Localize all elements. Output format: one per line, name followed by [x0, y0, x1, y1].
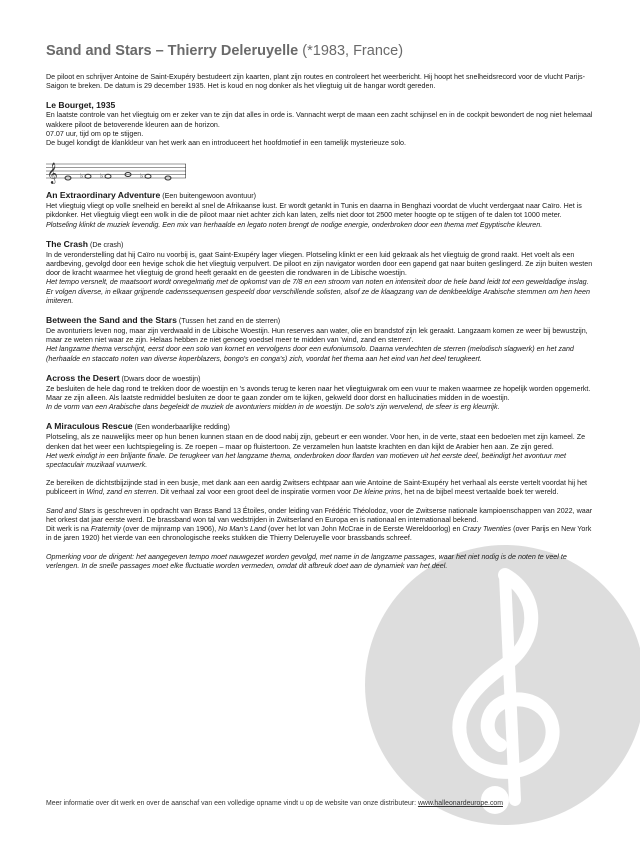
- section-text: Het vliegtuig vliegt op volle snelheid en bereikt al snel de Afrikaanse kust. Er wordt getankt in Tunis en daarna in Benghazi voordat de vlucht verdergaat naar Caïro. Het is pikdonker. Het vliegtuig vliegt een wolk in die de piloot maar niet achter zich kan laten, zelfs niet door tot 2500 meter hoogte op te stijgen of te dalen tot 1000 meter.: [46, 202, 582, 220]
- section-music-note: Plotseling klinkt de muziek levendig. Een mix van herhaalde en legato noten brengt de nodige energie, onderbroken door een thema met Egyptische kleuren.: [46, 220, 543, 229]
- footer: [46, 800, 606, 807]
- section-text: In de veronderstelling dat hij Caïro nu voorbij is, gaat Saint-Exupéry lager vliegen. Plotseling klinkt er een luid gekraak als het vliegtuig de grond raakt. Het voelt als een aardbeving, gevolgd door een hevige schok die het vliegtuig verpulvert. De piloot en zijn navigator worden door een gapend gat naar buiten geslingerd. Ze zijn buiten westen door de kracht waarmee het vliegtuig de grond heeft geraakt en de geesten die rondwaren in de Libische woestijn.: [46, 250, 593, 278]
- conductor-note: Opmerking voor de dirigent: het aangegeven tempo moet nauwgezet worden gevolgd, met name in de langzame passages, waar het niet nodig is de noten te veel te verlengen. In de snelle passages moet elke fluctuatie worden vermeden, omdat dit afbreuk doet aan de dynamiek van het deel.: [46, 552, 567, 570]
- section-music-note: In de vorm van een Arabische dans begeleidt de muziek de avonturiers midden in de woestijn. De solo's zijn wervelend, de sfeer is erg kleurrijk.: [46, 403, 500, 412]
- svg-text:𝄞: 𝄞: [47, 163, 58, 185]
- music-staff-icon: [46, 158, 186, 184]
- heading-text: The Crash: [46, 238, 89, 249]
- section-miraculous-rescue: [46, 421, 596, 470]
- heading-text: An Extraordinary Adventure: [46, 190, 161, 201]
- footer-text: Meer informatie over dit werk en over de aanschaf van een volledige opname vindt u op de website van onze distributeur:: [46, 800, 418, 807]
- title-main: Sand and Stars – Thierry Deleruyelle: [46, 43, 299, 59]
- section-heading: [46, 421, 596, 433]
- text-run: (over de mijnramp van 1906),: [121, 525, 219, 534]
- section-heading: [46, 239, 596, 251]
- section-music-note: Het langzame thema verschijnt, eerst door een solo van kornet en vervolgens door een eufoniumsolo. Daarna vervlechten de sterren (melodisch slagwerk) en het zand (herhaalde en staccato noten van diverse koperblazers, bongo's en conga's) zich, voordat het thema aan het eind van het deel terugkeert.: [46, 345, 574, 363]
- heading-subtitle: (Tussen het zand en de sterren): [176, 317, 281, 326]
- work-title: Sand and Stars: [46, 506, 96, 515]
- section-sand-and-stars: [46, 315, 596, 364]
- distributor-link[interactable]: www.halleonardeurope.com: [417, 800, 503, 807]
- heading-subtitle: (Dwars door de woestijn): [119, 374, 201, 383]
- heading-text: Between the Sand and the Stars: [46, 315, 177, 326]
- section-line: 07.07 uur, tijd om op te stijgen.: [46, 129, 144, 138]
- section-text: Plotseling, als ze nauwelijks meer op hun benen kunnen staan en de dood nabij zijn, gebeurt er een wonder. Voor hen, in de verte, staat een bedoeïen met zijn kameel. Ze denken dat het weer een luchtspiegeling is. Ze roepen – maar op fluistertoon. Ze verzamelen hun laatste krachten en dan kijkt de Arabier hen aan. Ze zijn gered.: [46, 433, 586, 451]
- section-text: De avonturiers leven nog, maar zijn verdwaald in de Libische Woestijn. Hun reserves aan water, olie en brandstof zijn lek geraakt. Langzaam komen ze weer bij bewustzijn, maar ze weten niet waar ze zijn. Helaas hebben ze niet genoeg voedsel meer te midden van 'wind, zand en sterren'.: [46, 327, 588, 345]
- section-heading: [46, 190, 596, 202]
- section-heading: [46, 315, 596, 327]
- svg-text:♭: ♭: [80, 172, 84, 181]
- svg-text:♭: ♭: [100, 172, 104, 181]
- text-run: Ze bereiken de dichtstbijzijnde stad in een busje, met dank aan een aardig Zwitsers echtpaar aan wie Antoine de Saint-Exupéry het verhaal als eerste vertelt voordat hij het publiceert in: [46, 479, 588, 497]
- heading-subtitle: (De crash): [88, 240, 124, 249]
- heading-subtitle: (Een wonderbaarlijke redding): [132, 423, 230, 432]
- section-across-the-desert: [46, 373, 596, 413]
- section-heading: [46, 373, 596, 385]
- intro-paragraph: De piloot en schrijver Antoine de Saint-Exupéry bestudeert zijn kaarten, plant zijn routes en controleert het weerbericht. Hij hoopt het snelheidsrecord voor de vlucht Parijs-Saigon te breken. De datum is 29 december 1935. Het is koud en nog donker als het vliegtuig uit de hangar wordt gereden.: [46, 73, 586, 91]
- article-body: [46, 73, 596, 571]
- section-le-bourget: [46, 100, 596, 148]
- section-the-crash: [46, 239, 596, 306]
- book-title: De kleine prins: [353, 488, 401, 497]
- section-music-note: Het tempo versnelt, de maatsoort wordt onregelmatig met de opkomst van de 7/8 en een stroom van noten en intensiteit door de hele band leidt tot een geweldadige inslag. Er volgen diverse, in elkaar grijpende cadenssequensen gespeeld door verschillende solisten, alsof ze de klaagzang van de denkbeeldige Arabische stemmen om hen heen imiteren.: [46, 278, 590, 305]
- book-title: Wind, zand en sterren: [86, 488, 157, 497]
- page-title: [46, 43, 606, 59]
- section-line: De bugel kondigt de klankkleur van het werk aan en introduceert het hoofdmotief in een tamelijk mysterieuze solo.: [46, 139, 407, 148]
- heading-text: Le Bourget, 1935: [46, 100, 116, 111]
- title-sub: (*1983, France): [298, 43, 404, 59]
- text-run: . Dit verhaal zal voor een groot deel de inspiratie vormen voor: [156, 488, 354, 497]
- text-run: is geschreven in opdracht van Brass Band 13 Étoiles, onder leiding van Frédéric Théolodoz, voor de Zwitserse nationale kampioenschappen van 2022, waar het orkest dat jaar eerste werd. De brassband won tal van wedstrijden in Zwitserland en Europa en is nationaal en internationaal bekend.: [46, 506, 593, 524]
- svg-text:♭: ♭: [140, 172, 144, 181]
- text-run: (over Parijs en New York in de jaren 1920) het vierde van een chronologische reeks stukken die Thierry Deleruyelle voor brassbands schreef.: [46, 525, 592, 543]
- section-music-note: Het werk eindigt in een briljante finale. De terugkeer van het langzame thema, onderbroken door flarden van motieven uit het eerste deel, beëindigt het avontuur met spectaculair muzikaal vuurwerk.: [46, 451, 566, 470]
- text-run: (over het lot van John McCrae in de Eerste Wereldoorlog) en: [266, 525, 463, 534]
- heading-text: Across the Desert: [46, 372, 120, 383]
- section-text: Ze besluiten de hele dag rond te trekken door de woestijn en 's avonds terug te keren naar het vliegtuigwrak om een vuur te maken waarmee ze hopelijk worden opgemerkt. Maar ze zijn alleen. Als laatste redmiddel besluiten ze door te gaan zonder om te kijken, gekweld door dorst en hallucinaties midden in de woestijn.: [46, 384, 591, 403]
- treble-clef-watermark-icon: [355, 535, 640, 835]
- section-heading: [46, 100, 596, 111]
- epilogue-paragraph: [46, 479, 596, 497]
- work-title: Crazy Twenties: [462, 525, 512, 534]
- commission-paragraph: [46, 507, 596, 525]
- heading-subtitle: (Een buitengewoon avontuur): [160, 192, 256, 201]
- text-run: Dit werk is na: [46, 525, 91, 534]
- heading-text: A Miraculous Rescue: [46, 421, 133, 432]
- work-title: No Man's Land: [218, 525, 267, 534]
- section-extraordinary-adventure: [46, 190, 596, 230]
- work-title: Fraternity: [90, 525, 121, 534]
- section-text: En laatste controle van het vliegtuig om er zeker van te zijn dat alles in orde is. Vannacht werpt de maan een zacht schijnsel en in de cockpit bewondert de nog niet helemaal wakkere piloot de betoverende kleuren aan de horizon.: [46, 111, 593, 129]
- text-run: , het na de bijbel meest vertaalde boek ter wereld.: [400, 488, 559, 497]
- works-paragraph: [46, 525, 596, 543]
